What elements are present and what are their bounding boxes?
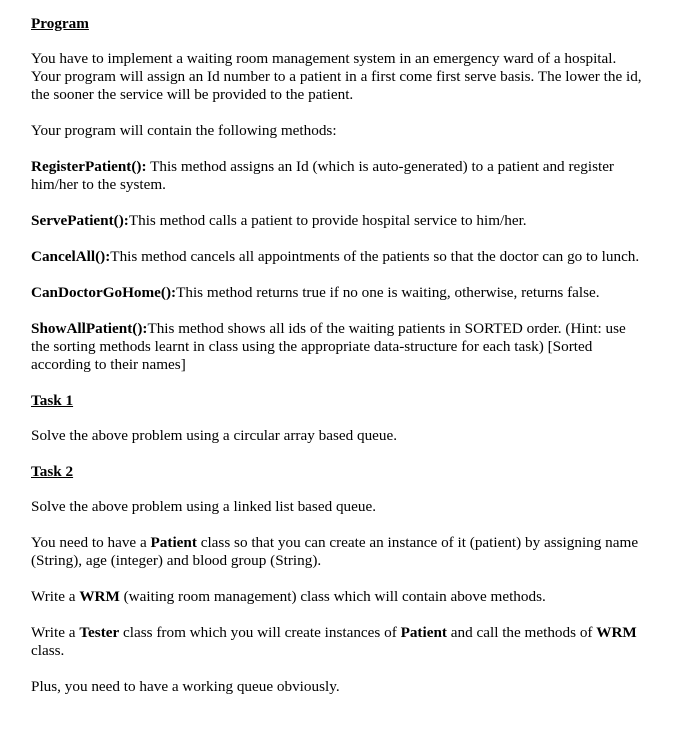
intro-paragraph: You have to implement a waiting room management system in an emergency ward of a hospital. Your program will assign an Id number to a patient in a first come first serve basis. The lower the id, the sooner the service will be provided to the patient. xyxy=(31,50,642,103)
method-description: This method calls a patient to provide hospital service to him/her. xyxy=(128,212,527,229)
method-description: This method cancels all appointments of the patients so that the doctor can go to lunch. xyxy=(110,248,640,265)
class-name-patient: Patient xyxy=(150,534,197,551)
task1-heading: Task 1 xyxy=(31,392,74,409)
class-name-wrm: WRM xyxy=(79,588,120,605)
method-name: ServePatient(): xyxy=(31,212,129,229)
method-name: RegisterPatient(): xyxy=(31,158,147,175)
class-name-tester: Tester xyxy=(79,624,120,641)
method-description: This method shows all ids of the waiting patients in SORTED order. (Hint: use the sorting methods learnt in class using the appropriate data-structure for each task) [Sorted according to their names] xyxy=(31,320,626,373)
method-name: CanDoctorGoHome(): xyxy=(31,284,177,301)
patient-class-paragraph xyxy=(31,534,646,570)
method-register-patient xyxy=(31,158,646,194)
text-run: Write a xyxy=(31,624,80,641)
text-run: You need to have a xyxy=(31,534,151,551)
text-run: class so that you can create an instance of it (patient) by assigning name (String), age (integer) and blood group (String). xyxy=(31,534,639,569)
method-cancel-all xyxy=(31,248,646,266)
task1-text: Solve the above problem using a circular array based queue. xyxy=(31,427,398,444)
methods-intro: Your program will contain the following methods: xyxy=(31,122,337,139)
text-run: class. xyxy=(31,642,65,659)
program-heading: Program xyxy=(31,15,89,32)
text-run: Write a xyxy=(31,588,80,605)
assignment-document xyxy=(31,15,646,714)
method-name: ShowAllPatient(): xyxy=(31,320,148,337)
text-run: class from which you will create instances of xyxy=(119,624,401,641)
class-name-wrm: WRM xyxy=(596,624,637,641)
task2-heading: Task 2 xyxy=(31,463,74,480)
method-show-all-patient xyxy=(31,320,646,374)
text-run: and call the methods of xyxy=(446,624,597,641)
tester-class-paragraph xyxy=(31,624,646,660)
text-run: (waiting room management) class which will contain above methods. xyxy=(119,588,546,605)
wrm-class-paragraph xyxy=(31,588,646,606)
method-description: This method assigns an Id (which is auto-generated) to a patient and register him/her to the system. xyxy=(31,158,614,193)
task2-text: Solve the above problem using a linked list based queue. xyxy=(31,498,377,515)
closing-paragraph: Plus, you need to have a working queue obviously. xyxy=(31,678,340,695)
method-can-doctor-go-home xyxy=(31,284,646,302)
method-description: This method returns true if no one is waiting, otherwise, returns false. xyxy=(176,284,600,301)
method-name: CancelAll(): xyxy=(31,248,111,265)
method-serve-patient xyxy=(31,212,646,230)
class-name-patient: Patient xyxy=(400,624,447,641)
